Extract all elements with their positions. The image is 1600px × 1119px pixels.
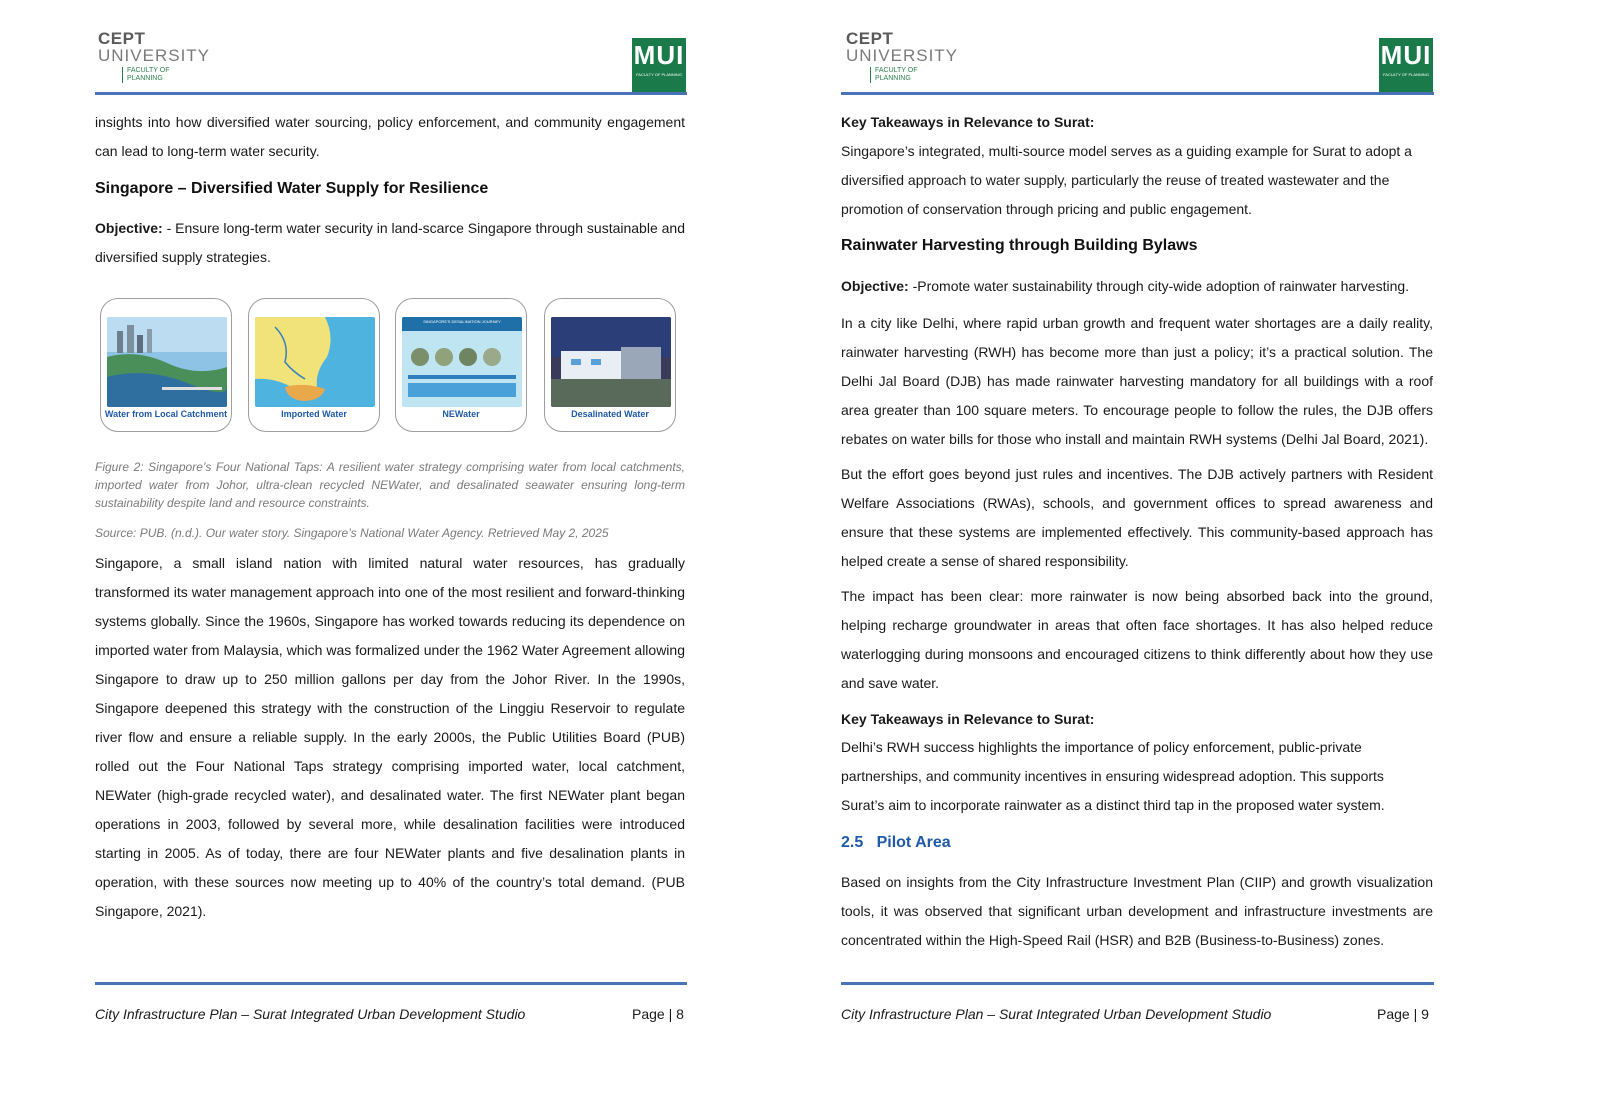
figure-card-local-catchment (100, 298, 232, 432)
imported-water-map (255, 317, 375, 407)
newater-illustration (402, 317, 522, 407)
imported-water-illustration (255, 317, 375, 407)
mui-logo: MUI FACULTY OF PLANNING (632, 38, 686, 92)
singapore-body-paragraph: Singapore, a small island nation with limited natural water resources, has gradually transformed its water management approach into one of the most resilient and forward-thinking systems globally. Since the 1960s, Singapore has worked towards reducing its dependence on imported water from Malaysia, which was formalized under the 1962 Water Agreement allowing Singapore to draw up to 250 million gallons per day from the Johor River. In the 1990s, Singapore deepened this strategy with the construction of the Linggiu Reservoir to regulate river flow and ensure a reliable supply. In the early 2000s, the Public Utilities Board (PUB) rolled out the Four National Taps strategy comprising imported water, local catchment, NEWater (high-grade recycled water), and desalinated water. The first NEWater plant began operations in 2003, followed by several more, while desalination facilities were introduced starting in 2005. As of today, there are four NEWater plants and five desalination plants in operation, with these sources now meeting up to 40% of the country’s total demand. (PUB Singapore, 2021). (95, 555, 685, 919)
header-rule (841, 92, 1434, 95)
footer-rule (95, 982, 687, 985)
footer-page-number: Page | 8 (632, 1006, 684, 1022)
footer-title: City Infrastructure Plan – Surat Integrated Urban Development Studio (95, 1006, 526, 1022)
objective-label: Objective: (841, 278, 909, 294)
figure-label-newater: NEWater (442, 409, 480, 419)
local-catchment-illustration (107, 317, 227, 407)
figure-label-imported-water: Imported Water (281, 409, 347, 419)
section-heading-rainwater: Rainwater Harvesting through Building Bylaws (841, 237, 1198, 254)
delhi-paragraph-3: The impact has been clear: more rainwater is now being absorbed back into the ground, helping recharge groundwater in areas that often face shortages. It has also helped reduce waterlogging during monsoons and encouraged citizens to think differently about how they use and save water. (841, 588, 1433, 691)
figure-card-desalinated-water (544, 298, 676, 432)
desalinated-water-image (551, 317, 671, 407)
figure-label-local-catchment: Water from Local Catchment (104, 409, 228, 419)
newater-infographic-title: SINGAPORE'S DESALINATION JOURNEY (423, 319, 501, 324)
cept-university-logo: CEPT UNIVERSITY FACULTY OF PLANNING (98, 29, 211, 82)
section-heading-pilot-area (841, 834, 951, 852)
newater-infographic (402, 317, 522, 407)
key-takeaways-text-1: Singapore’s integrated, multi-source model serves as a guiding example for Surat to adopt a diversified approach to water supply, particularly the reuse of treated wastewater and the promotion of conservation through pricing and public engagement. (841, 143, 1412, 217)
key-takeaways-heading-2: Key Takeaways in Relevance to Surat: (841, 711, 1095, 727)
pilot-area-paragraph: Based on insights from the City Infrastructure Investment Plan (CIIP) and growth visualization tools, it was observed that significant urban development and infrastructure investments are concentrated within the High-Speed Rail (HSR) and B2B (Business-to-Business) zones. (841, 874, 1433, 948)
header-rule (95, 92, 687, 95)
footer-page-number: Page | 9 (1377, 1006, 1429, 1022)
objective-label: Objective: (95, 220, 163, 236)
document-page-9 (762, 0, 1562, 1119)
delhi-paragraph-2: But the effort goes beyond just rules and incentives. The DJB actively partners with Resident Welfare Associations (RWAs), schools, and government offices to spread awareness and ensure that these systems are implemented effectively. This community-based approach has helped create a sense of shared responsibility. (841, 466, 1433, 569)
figure-card-newater (395, 298, 527, 432)
objective-paragraph (95, 214, 685, 272)
footer-rule (841, 982, 1434, 985)
intro-paragraph: insights into how diversified water sourcing, policy enforcement, and community engagement can lead to long-term water security. (95, 114, 685, 159)
figure-label-desalinated-water: Desalinated Water (571, 409, 649, 419)
section-heading-singapore: Singapore – Diversified Water Supply for Resilience (95, 180, 489, 197)
desalinated-water-illustration (551, 317, 671, 407)
delhi-paragraph-1: In a city like Delhi, where rapid urban growth and frequent water shortages are a daily reality, rainwater harvesting (RWH) has become more than just a policy; it’s a practical solution. The Delhi Jal Board (DJB) has made rainwater harvesting mandatory for all buildings with a roof area greater than 100 square meters. To encourage people to follow the rules, the DJB offers rebates on water bills for those who install and maintain RWH systems (Delhi Jal Board, 2021). (841, 315, 1433, 447)
footer-title: City Infrastructure Plan – Surat Integrated Urban Development Studio (841, 1006, 1272, 1022)
figure-caption: Figure 2: Singapore’s Four National Taps: A resilient water strategy comprising water from local catchments, imported water from Johor, ultra-clean recycled NEWater, and desalinated seawater ensuring long-term sustainability despite land and resource constraints. (95, 460, 685, 510)
key-takeaways-text-2: Delhi’s RWH success highlights the importance of policy enforcement, public-private partnerships, and community incentives in ensuring widespread adoption. This supports Surat’s aim to incorporate rainwater as a distinct third tap in the proposed water system. (841, 739, 1385, 813)
section-title: Pilot Area (876, 834, 951, 851)
objective-paragraph (841, 272, 1433, 301)
figure-source: Source: PUB. (n.d.). Our water story. Singapore’s National Water Agency. Retrieved May 2, 2025 (95, 526, 609, 540)
figure-card-imported-water (248, 298, 380, 432)
cept-university-logo: CEPT UNIVERSITY FACULTY OF PLANNING (846, 29, 959, 82)
local-catchment-image (107, 317, 227, 407)
objective-text: -Promote water sustainability through city-wide adoption of rainwater harvesting. (908, 278, 1410, 294)
mui-logo: MUI FACULTY OF PLANNING (1379, 38, 1433, 92)
objective-text: - Ensure long-term water security in land-scarce Singapore through sustainable and diversified supply strategies. (95, 220, 685, 265)
key-takeaways-heading-1: Key Takeaways in Relevance to Surat: (841, 114, 1095, 130)
section-number: 2.5 (841, 834, 864, 851)
